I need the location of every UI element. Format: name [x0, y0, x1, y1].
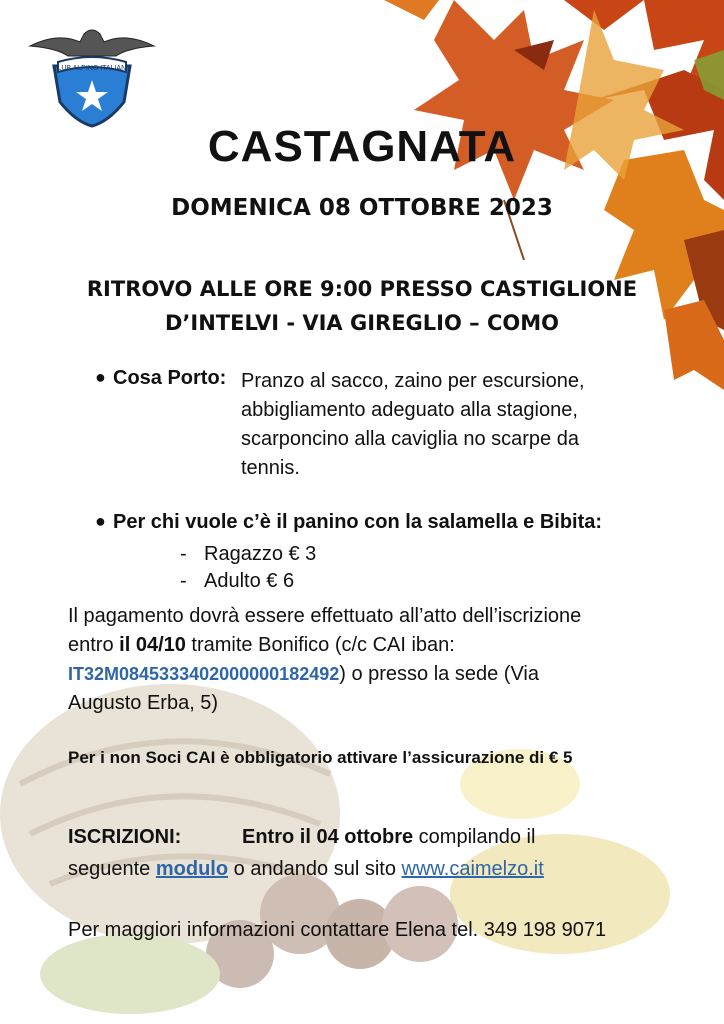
meeting-line-1: RITROVO ALLE ORE 9:00 PRESSO CASTIGLIONE: [86, 277, 638, 301]
svg-text:CLUB ALPINO ITALIANO: CLUB ALPINO ITALIANO: [52, 65, 132, 72]
price-text: Adulto € 6: [204, 570, 295, 592]
price-item-boy: - Ragazzo € 3: [180, 543, 317, 565]
registration-deadline: Entro il 04 ottobre: [242, 826, 414, 848]
price-item-adult: - Adulto € 6: [180, 570, 295, 592]
registration-heading: ISCRIZIONI:: [68, 826, 182, 848]
payment-line: Augusto Erba, 5): [68, 692, 219, 714]
form-link[interactable]: modulo: [155, 858, 229, 880]
cai-logo: [28, 22, 156, 130]
event-date: DOMENICA 08 OTTOBRE 2023: [171, 195, 553, 221]
bullet-line: tennis.: [241, 457, 300, 479]
bullet-label: Per chi vuole c’è il panino con la salamella e Bibita:: [113, 511, 603, 533]
price-text: Ragazzo € 3: [204, 543, 317, 565]
bullet-line: abbigliamento adeguato alla stagione,: [241, 399, 578, 421]
insurance-notice: Per i non Soci CAI è obbligatorio attivare l’assicurazione di € 5: [68, 748, 573, 767]
bullet-line: Pranzo al sacco, zaino per escursione,: [241, 370, 585, 392]
meeting-line-2: D’INTELVI - VIA GIREGLIO – COMO: [165, 311, 559, 335]
bullet-dot: ●: [95, 367, 106, 387]
eagle-icon: [30, 30, 154, 56]
payment-info: [68, 602, 668, 718]
payment-line: IT32M0845333402000000182492) o presso la sede (Via: [68, 663, 539, 685]
meeting-info: [0, 272, 724, 340]
bullet-dot: ●: [95, 511, 106, 531]
payment-line: entro il 04/10 tramite Bonifico (c/c CAI iban:: [68, 634, 455, 656]
website-link[interactable]: www.caimelzo.it: [401, 858, 544, 880]
payment-deadline: il 04/10: [119, 634, 186, 656]
iban-code: IT32M0845333402000000182492: [68, 664, 340, 684]
bullet-text: [241, 367, 641, 483]
bullet-line: scarponcino alla caviglia no scarpe da: [241, 428, 579, 450]
event-title: CASTAGNATA: [207, 122, 517, 171]
payment-line: Il pagamento dovrà essere effettuato all’atto dell’iscrizione: [68, 605, 582, 627]
bullet-label: Cosa Porto:: [113, 367, 227, 389]
contact-info: Per maggiori informazioni contattare Elena tel. 349 198 9071: [68, 919, 607, 941]
registration-info: ISCRIZIONI: Entro il 04 ottobre compilando il seguente modulo o andando sul sito www.caimelzo.it: [68, 821, 688, 885]
